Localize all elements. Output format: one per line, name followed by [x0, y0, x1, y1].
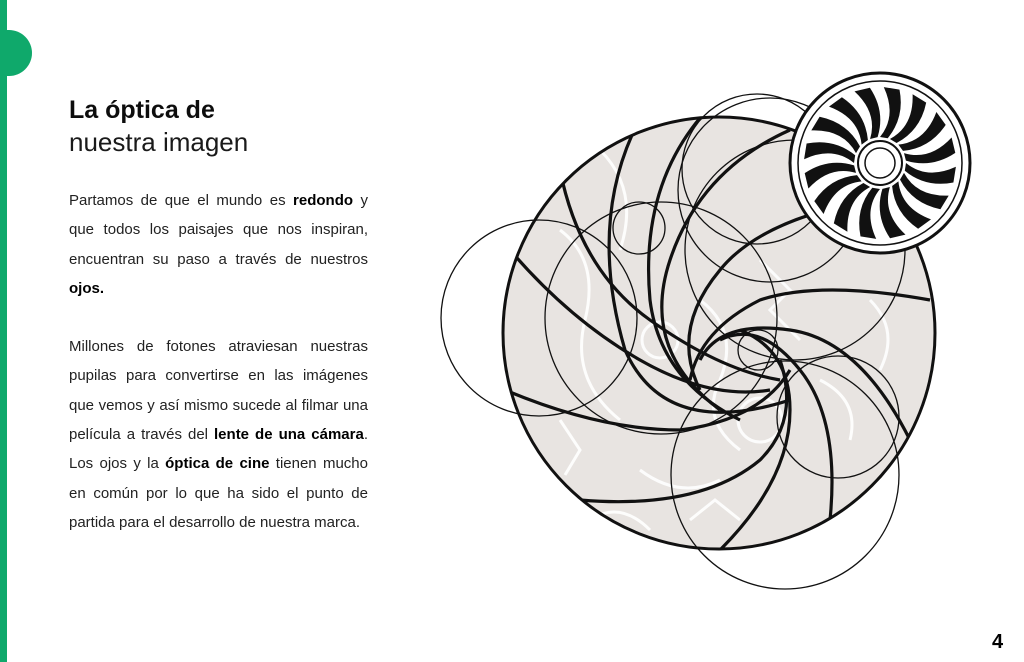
- paragraph-optics-text-3: tienen mucho en común por lo que ha sido el punto de partida para el desarrollo de nuestra marca.: [69, 455, 368, 531]
- title-light: nuestra imagen: [69, 127, 249, 157]
- page-title: [69, 94, 389, 158]
- paragraph-intro-text-2: y que todos los paisajes que nos inspiran, encuentran su paso a través de nuestros: [69, 192, 368, 268]
- camera-lens-aperture-icon: [790, 73, 970, 253]
- paragraph-optics-text-2: . Los ojos y la: [69, 426, 368, 473]
- paragraph-intro-text-1: Partamos de que el mundo es: [69, 192, 294, 209]
- lens-illustration: [436, 70, 988, 600]
- emphasis-optica-de-cine: óptica de cine: [165, 455, 270, 473]
- paragraph-intro: [69, 186, 368, 303]
- paragraph-optics-text-1: Millones de fotones atraviesan nuestras pupilas para convertirse en las imágenes que vemos y así mismo sucede al filmar una película a través del: [69, 338, 368, 444]
- title-bold: La óptica de: [69, 96, 215, 124]
- page-number: 4: [992, 631, 1004, 653]
- emphasis-lente: lente de una cámara: [214, 426, 364, 444]
- accent-side-bar: [0, 0, 7, 662]
- emphasis-ojos: ojos.: [69, 279, 105, 297]
- body-text: [69, 186, 368, 537]
- emphasis-redondo: redondo: [293, 192, 354, 209]
- paragraph-optics: [69, 332, 368, 537]
- accent-tab: [0, 30, 32, 76]
